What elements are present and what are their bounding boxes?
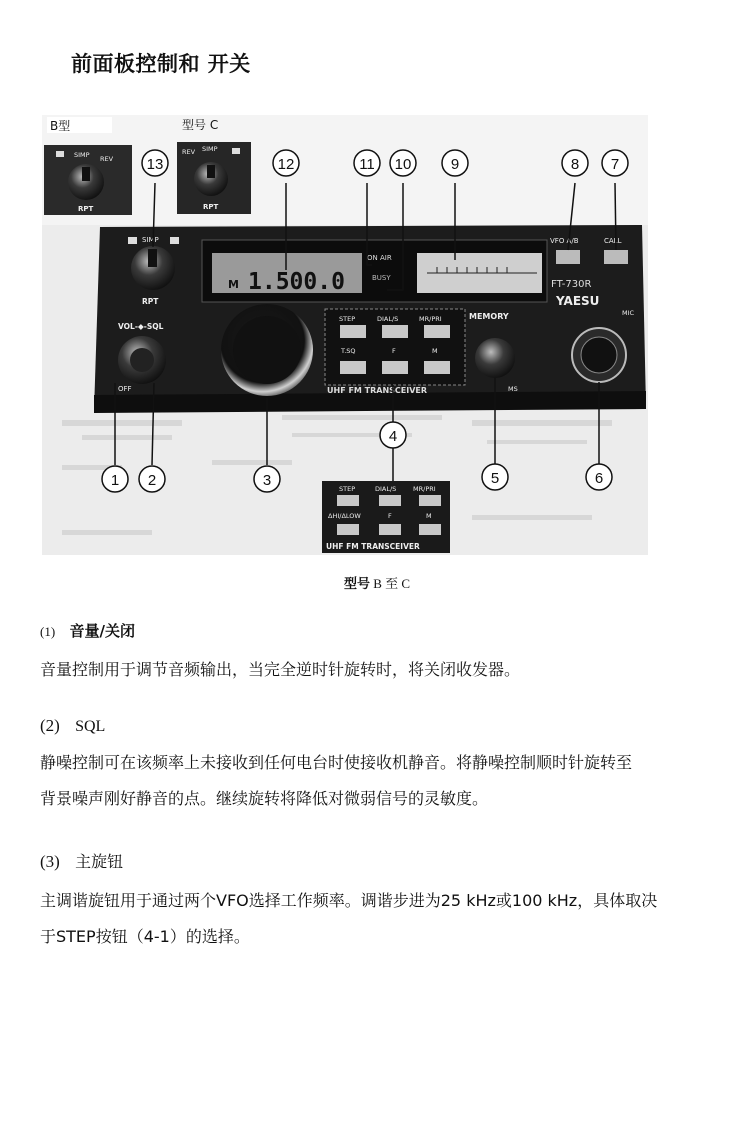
section-3-body: 主调谐旋钮用于通过两个VFO选择工作频率。调谐步进为25 kHz或100 kHz，具体取决 于STEP按钮（4-1）的选择。	[40, 891, 658, 946]
callout-7: 7	[610, 156, 620, 173]
svg-text:MEMORY: MEMORY	[469, 312, 509, 321]
svg-text:SIMP: SIMP	[202, 145, 218, 153]
svg-text:STEP: STEP	[339, 485, 356, 493]
callout-5: 5	[490, 470, 500, 487]
section-1-heading: (1) 音量/关闭	[40, 622, 135, 640]
svg-text:T.SQ: T.SQ	[341, 347, 356, 355]
svg-text:M: M	[426, 512, 432, 520]
callout-11: 11	[359, 156, 375, 173]
callout-9: 9	[450, 156, 460, 173]
inset-b-switch	[44, 145, 132, 215]
section-1-body: 音量控制用于调节音频输出，当完全逆时针旋转时，将关闭收发器。	[40, 660, 521, 679]
callout-1: 1	[110, 472, 120, 489]
callout-2: 2	[147, 472, 157, 489]
svg-text:BUSY: BUSY	[372, 274, 391, 282]
call-button	[604, 250, 628, 264]
page-title: 前面板控制和 开关	[71, 52, 251, 76]
svg-text:OFF: OFF	[118, 385, 132, 393]
svg-text:VFO A/B: VFO A/B	[550, 237, 579, 245]
inset-b-label: B型	[50, 119, 71, 133]
svg-text:M: M	[432, 347, 438, 355]
section-3-heading: (3) 主旋钮	[40, 852, 124, 871]
svg-text:RPT: RPT	[203, 203, 219, 211]
svg-text:F: F	[392, 347, 396, 355]
svg-text:DIAL/S: DIAL/S	[375, 485, 397, 493]
svg-text:REV: REV	[100, 155, 114, 163]
svg-text:MR/PRI: MR/PRI	[413, 485, 436, 493]
svg-text:MR/PRI: MR/PRI	[419, 315, 442, 323]
callout-13: 13	[146, 156, 164, 173]
svg-text:M: M	[228, 278, 239, 291]
svg-text:YAESU: YAESU	[556, 294, 600, 308]
svg-text:FT-730R: FT-730R	[551, 279, 592, 290]
svg-text:ΔHI/ΔLOW: ΔHI/ΔLOW	[328, 512, 361, 520]
callout-4: 4	[388, 428, 398, 445]
inset-c-switch	[177, 142, 251, 214]
svg-text:SIMP: SIMP	[142, 236, 159, 244]
callout-3: 3	[262, 472, 272, 489]
svg-text:RPT: RPT	[142, 297, 159, 306]
svg-text:F: F	[388, 512, 392, 520]
svg-text:1.500.0: 1.500.0	[248, 269, 345, 295]
callout-12: 12	[277, 156, 295, 173]
svg-text:CALL: CALL	[604, 237, 622, 245]
memory-knob	[475, 338, 515, 378]
svg-text:SIMP: SIMP	[74, 151, 90, 159]
figure-caption: 型号 B 至 C	[343, 576, 411, 592]
callout-10: 10	[394, 156, 412, 173]
callout-8: 8	[570, 156, 580, 173]
front-panel-figure	[42, 115, 648, 555]
svg-text:VOL-◆-SQL: VOL-◆-SQL	[118, 322, 164, 331]
callout-6: 6	[594, 470, 604, 487]
section-2-heading: (2) SQL	[40, 716, 106, 735]
alt-keypad-inset	[322, 481, 450, 553]
svg-text:DIAL/S: DIAL/S	[377, 315, 399, 323]
svg-text:MIC: MIC	[622, 309, 635, 317]
svg-text:UHF FM TRANSCEIVER: UHF FM TRANSCEIVER	[326, 542, 420, 551]
radio-front-panel	[94, 225, 646, 413]
inset-c-label: 型号 C	[182, 118, 219, 132]
section-2-body: 静噪控制可在该频率上未接收到任何电台时使接收机静音。将静噪控制顺时针旋转至 背景噪声刚好静音的点。继续旋转将降低对微弱信号的灵敏度。	[40, 753, 633, 808]
svg-text:ON AIR: ON AIR	[367, 254, 392, 262]
svg-text:UHF FM TRANSCEIVER: UHF FM TRANSCEIVER	[327, 386, 428, 395]
svg-text:RPT: RPT	[78, 205, 94, 213]
svg-text:STEP: STEP	[339, 315, 356, 323]
svg-text:REV: REV	[182, 148, 196, 156]
svg-text:MS: MS	[508, 385, 518, 393]
vfo-button	[556, 250, 580, 264]
